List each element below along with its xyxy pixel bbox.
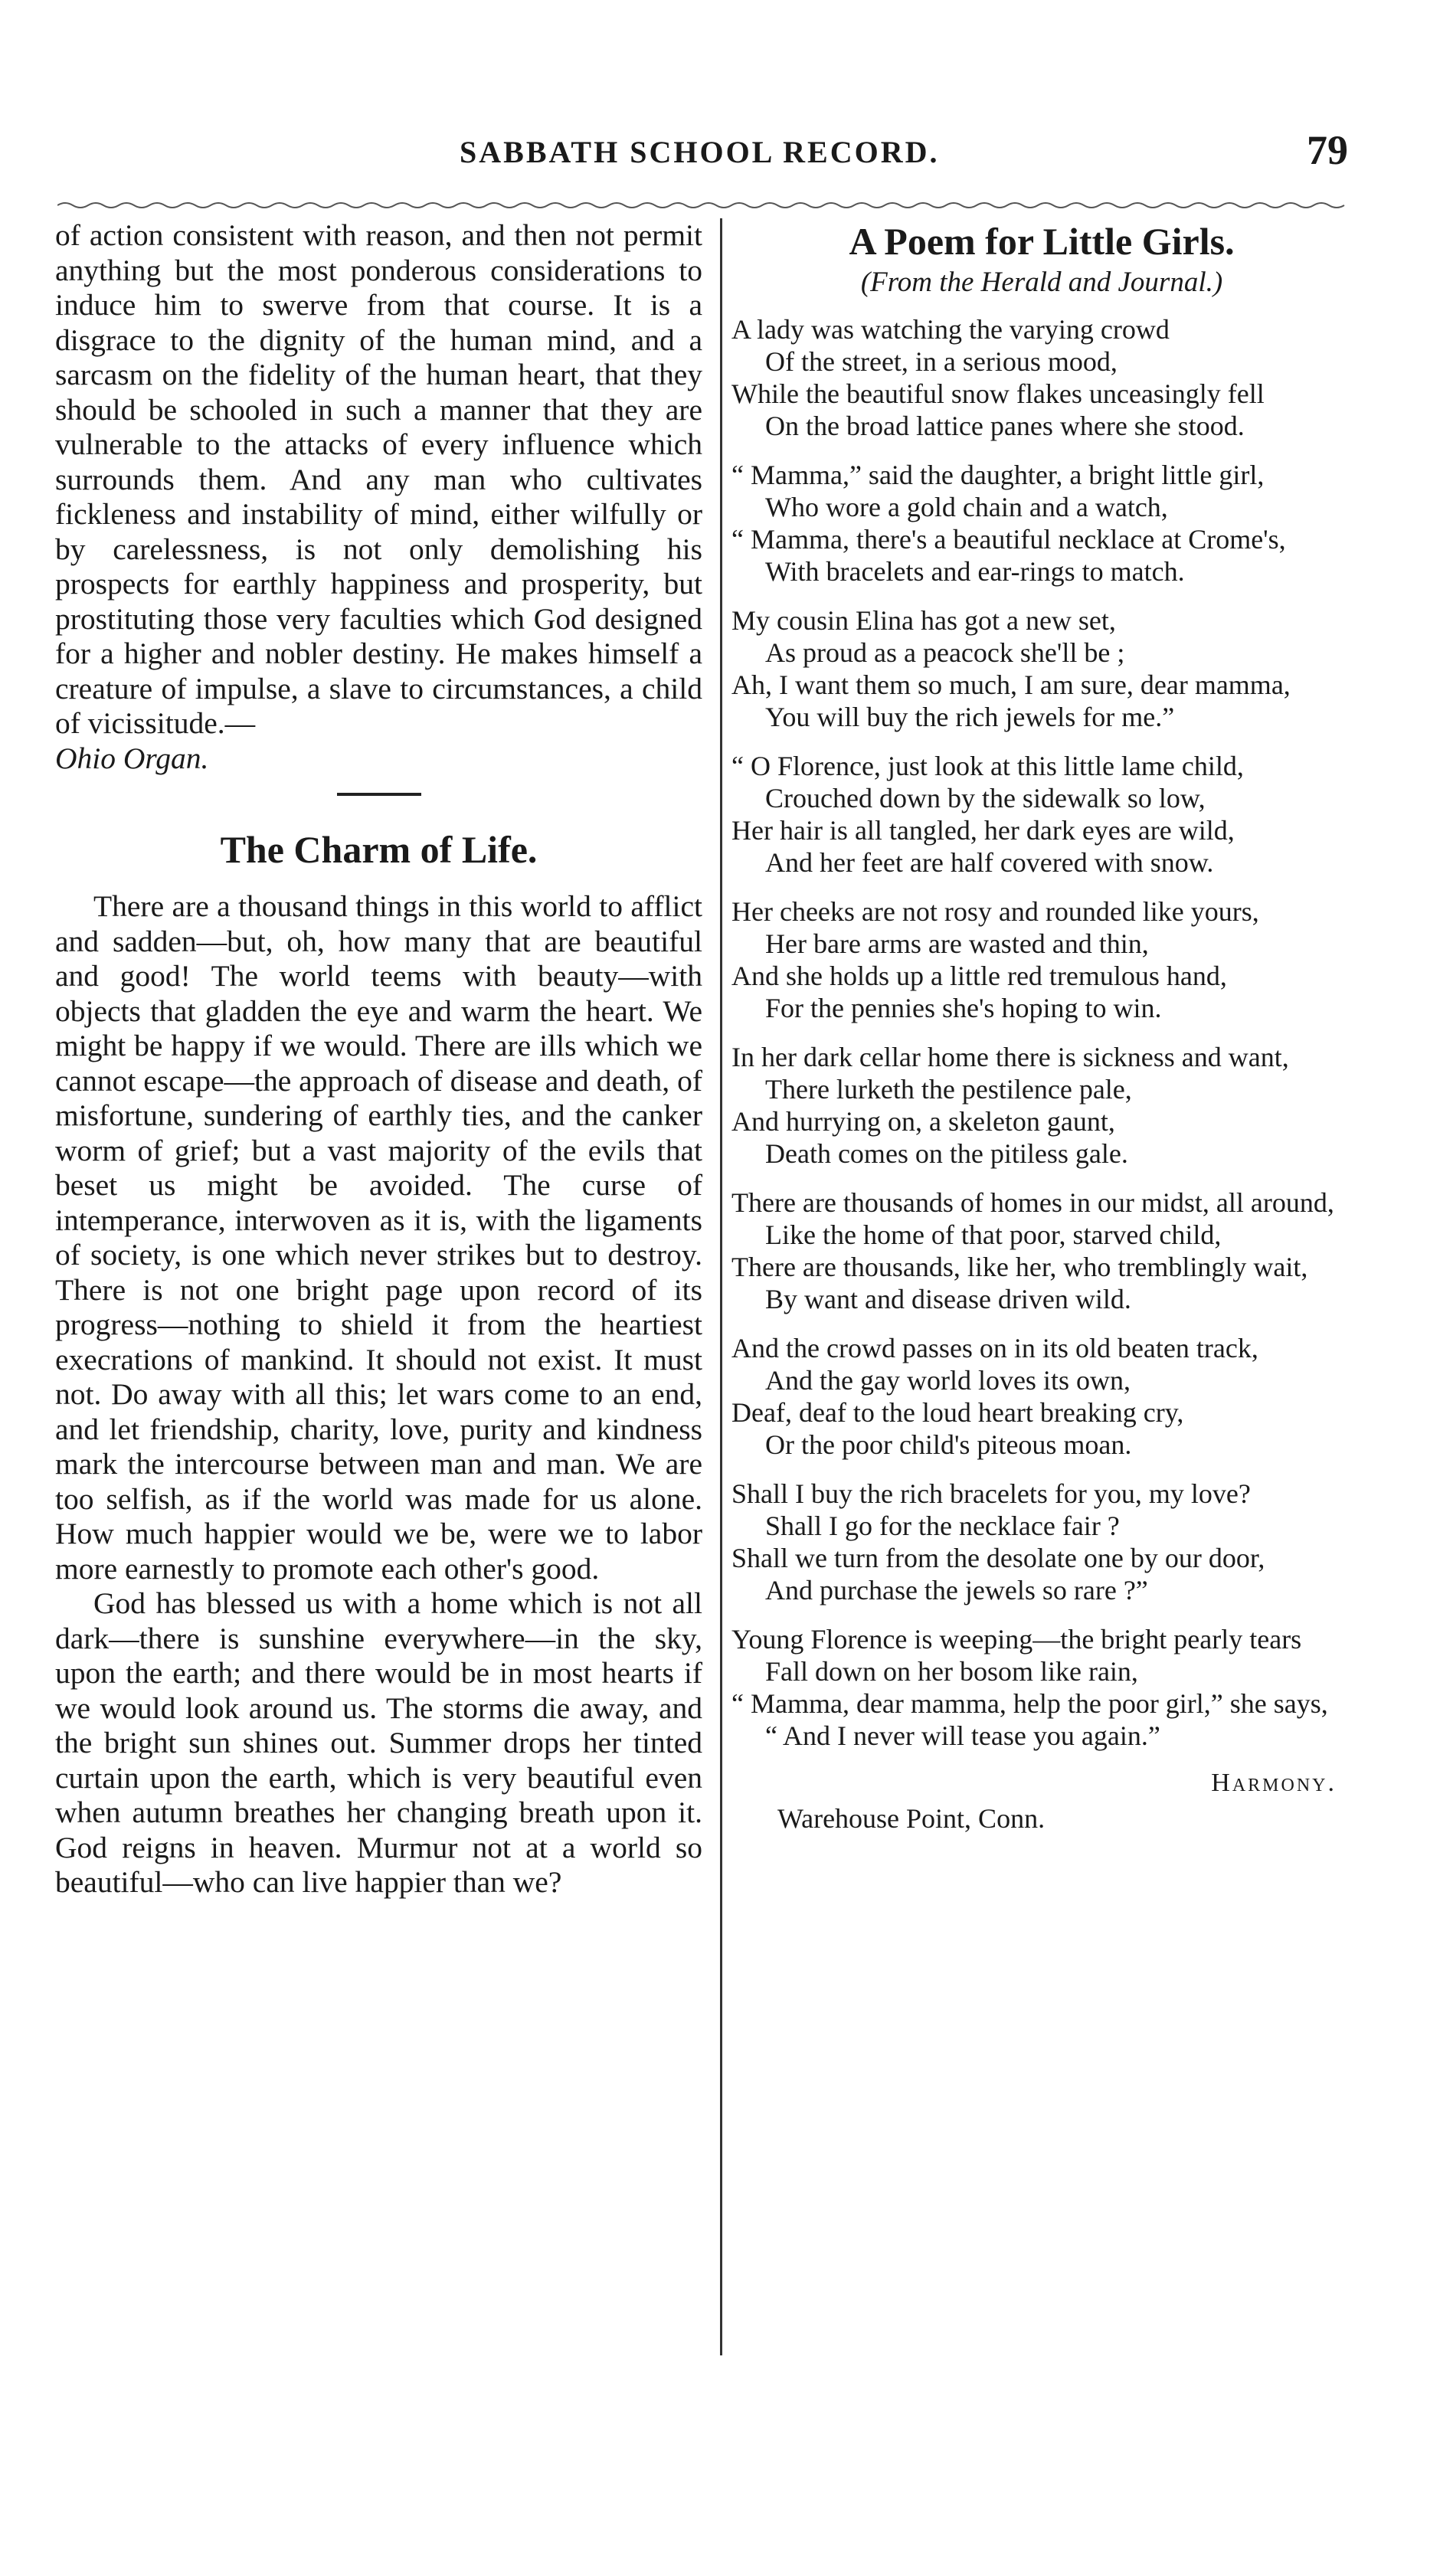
poem-stanza: [731, 1623, 1352, 1752]
poem-line: “ Mamma,” said the daughter, a bright little girl,: [731, 460, 1265, 490]
poem-stanza: [731, 459, 1352, 588]
poem-line: For the pennies she's hoping to win.: [765, 993, 1162, 1023]
poem-line: And her feet are half covered with snow.: [765, 847, 1214, 878]
poem-stanza: [731, 313, 1352, 442]
poem-line: On the broad lattice panes where she stood.: [765, 411, 1245, 441]
poem-line: There are thousands, like her, who tremblingly wait,: [731, 1252, 1308, 1282]
poem-line: A lady was watching the varying crowd: [731, 314, 1170, 345]
poem-line: While the beautiful snow flakes unceasingly fell: [731, 378, 1265, 409]
poem-stanza: [731, 1041, 1352, 1170]
poem-line: “ Mamma, dear mamma, help the poor girl,” she says,: [731, 1688, 1328, 1719]
poem-line: My cousin Elina has got a new set,: [731, 605, 1116, 636]
poem-stanza: [731, 895, 1352, 1024]
poem-line: Shall we turn from the desolate one by our door,: [731, 1543, 1265, 1573]
poem-line: Crouched down by the sidewalk so low,: [765, 783, 1206, 813]
poem-line: There are thousands of homes in our midst, all around,: [731, 1187, 1334, 1218]
poem-line: “ Mamma, there's a beautiful necklace at Crome's,: [731, 524, 1286, 555]
poem-stanza: [731, 1478, 1352, 1606]
poem-line: And she holds up a little red tremulous hand,: [731, 961, 1227, 991]
poem-stanza: [731, 750, 1352, 879]
poem-line: Shall I go for the necklace fair ?: [765, 1511, 1120, 1541]
page-number: 79: [1307, 127, 1348, 173]
poem-author: Harmony.: [1211, 1769, 1337, 1797]
poem-line: As proud as a peacock she'll be ;: [765, 637, 1125, 668]
poem-line: You will buy the rich jewels for me.”: [765, 702, 1175, 732]
poem-line: Deaf, deaf to the loud heart breaking cry,: [731, 1397, 1184, 1428]
poem-line: Of the street, in a serious mood,: [765, 346, 1118, 377]
poem-source: (From the Herald and Journal.): [860, 267, 1223, 298]
poem-place: Warehouse Point, Conn.: [777, 1803, 1046, 1834]
poem-line: And the gay world loves its own,: [765, 1365, 1131, 1396]
poem-line: By want and disease driven wild.: [765, 1284, 1131, 1314]
section-rule: [337, 793, 421, 796]
poem-line: And the crowd passes on in its old beaten track,: [731, 1333, 1258, 1363]
poem-stanza: [731, 604, 1352, 733]
poem-line: “ O Florence, just look at this little lame child,: [731, 751, 1244, 781]
poem-stanza: [731, 1332, 1352, 1461]
article-paragraph-2: God has blessed us with a home which is not all dark—there is sunshine everywhere—in the sky, upon the earth; and there would be in most hearts if we would look around us. The storms die away, and the bright sun shines out. Summer drops her tinted curtain upon the earth, which is very beautiful even when autumn breathes her changing breath upon it. God reigns in heaven. Murmur not at a world so beautiful—who can live happier than we?: [55, 1586, 702, 1899]
column-divider: [720, 218, 722, 2355]
signature: Ohio Organ.: [55, 741, 209, 775]
article-paragraph-1: There are a thousand things in this world to afflict and sadden—but, oh, how many that are beautiful and good! The world teems with beauty—with objects that gladden the eye and warm the heart. We might be happy if we would. There are ills which we cannot escape—the approach of disease and death, of misfortune, sundering of earthly ties, and the canker worm of grief; but a vast majority of the evils that beset us might be avoided. The curse of intemperance, interwoven as it is, with the ligaments of society, is one which never strikes but to destroy. There is not one bright page upon record of its progress—nothing to shield it from the heartiest execrations of mankind. It should not exist. It must not. Do away with all this; let wars come to an end, and let friendship, charity, love, purity and kindness mark the intercourse between man and man. We are too selfish, as if the world was made for us alone. How much happier would we be, were we to labor more earnestly to promote each other's good.: [55, 889, 702, 1586]
poem-title: A Poem for Little Girls.: [849, 220, 1235, 263]
poem-body: [731, 313, 1352, 1752]
poem-stanza: [731, 1187, 1352, 1315]
poem-line: Fall down on her bosom like rain,: [765, 1656, 1138, 1687]
poem-line: There lurketh the pestilence pale,: [765, 1074, 1132, 1105]
article-title: The Charm of Life.: [220, 828, 538, 871]
poem-line: Her cheeks are not rosy and rounded like yours,: [731, 896, 1259, 927]
poem-line: Her hair is all tangled, her dark eyes are wild,: [731, 815, 1235, 846]
wavy-rule-divider: [57, 198, 1352, 213]
poem-line: “ And I never will tease you again.”: [765, 1720, 1160, 1751]
poem-line: Death comes on the pitiless gale.: [765, 1138, 1128, 1169]
poem-line: Her bare arms are wasted and thin,: [765, 928, 1149, 959]
poem-line: Ah, I want them so much, I am sure, dear mamma,: [731, 669, 1291, 700]
poem-line: With bracelets and ear-rings to match.: [765, 556, 1185, 587]
poem-line: Shall I buy the rich bracelets for you, my love?: [731, 1478, 1251, 1509]
poem-line: Or the poor child's piteous moan.: [765, 1429, 1132, 1460]
poem-line: Who wore a gold chain and a watch,: [765, 492, 1168, 522]
paragraph-continued: of action consistent with reason, and then not permit anything but the most ponderous considerations to induce him to swerve from that course. It is a disgrace to the dignity of the human mind, and a sarcasm on the fidelity of the human heart, that they should be schooled in such a manner that they are vulnerable to the attacks of every influence which surrounds them. And any man who cultivates fickleness and instability of mind, either wilfully or by carelessness, is not only demolishing his prospects for earthly happiness and prosperity, but prostituting those very faculties which God designed for a higher and nobler destiny. He makes himself a creature of impulse, a slave to circumstances, a child of vicissitude.—: [55, 218, 702, 740]
poem-line: Like the home of that poor, starved child,: [765, 1219, 1222, 1250]
poem-line: In her dark cellar home there is sickness and want,: [731, 1042, 1289, 1072]
right-column: [731, 218, 1352, 1835]
running-title: SABBATH SCHOOL RECORD.: [460, 135, 940, 169]
poem-line: And hurrying on, a skeleton gaunt,: [731, 1106, 1115, 1137]
poem-line: Young Florence is weeping—the bright pearly tears: [731, 1624, 1302, 1655]
page-header: [61, 127, 1348, 195]
left-column: [55, 218, 702, 1900]
poem-line: And purchase the jewels so rare ?”: [765, 1575, 1148, 1605]
